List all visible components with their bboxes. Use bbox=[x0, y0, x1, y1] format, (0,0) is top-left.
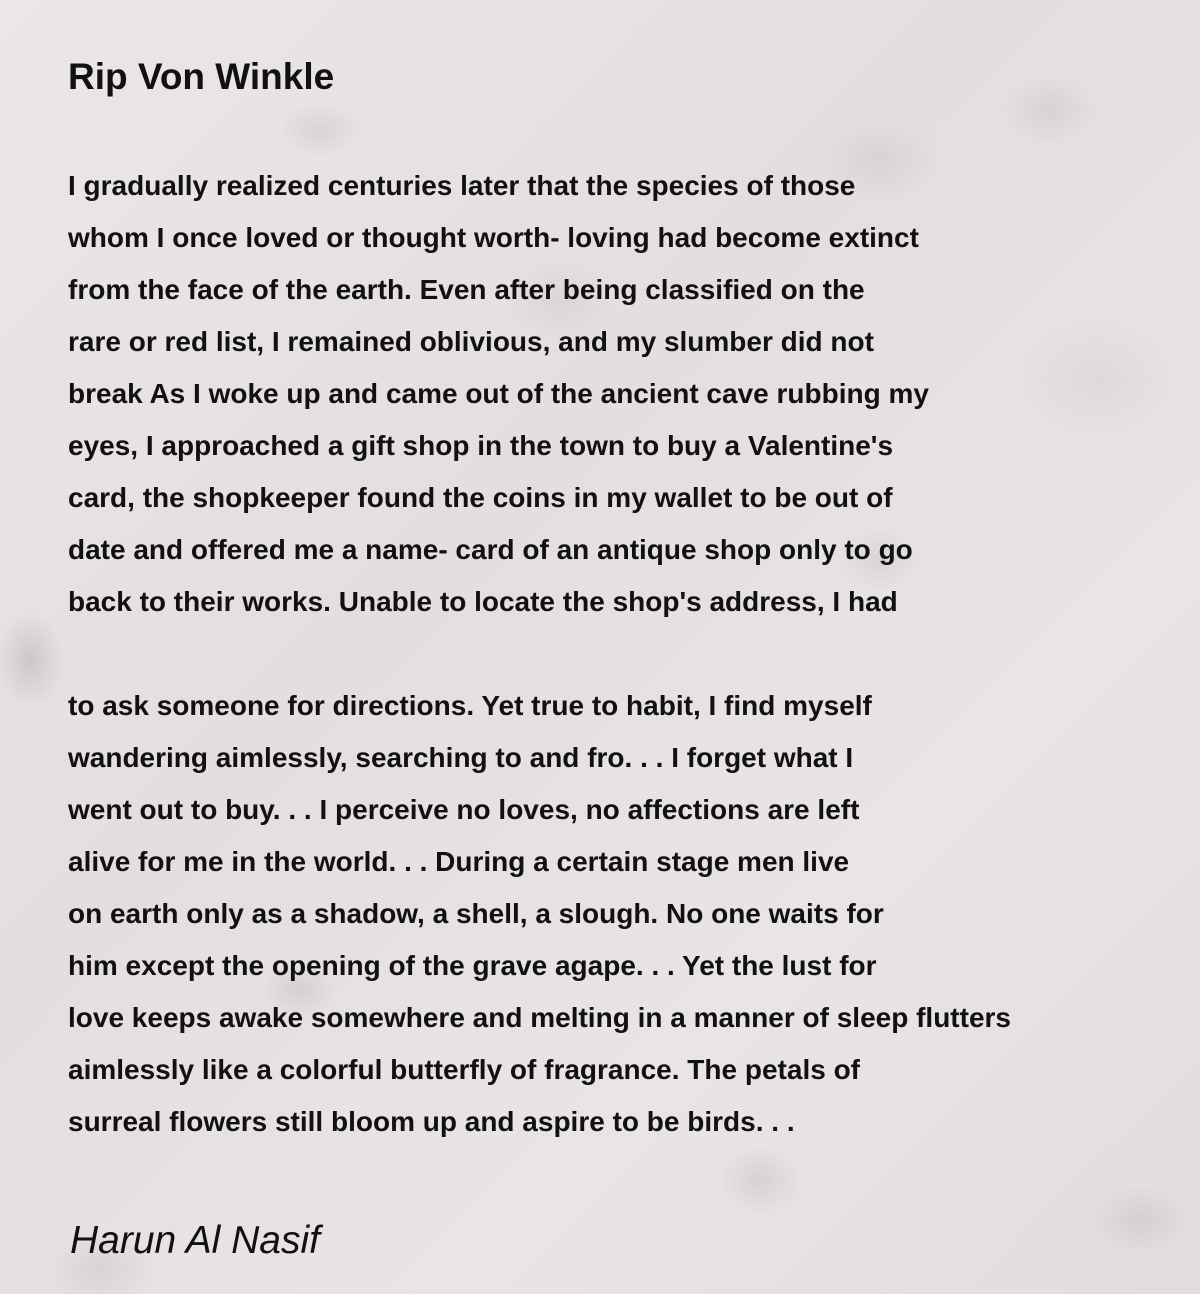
poem-line: date and offered me a name- card of an antique shop only to go bbox=[68, 534, 913, 565]
poem-line: love keeps awake somewhere and melting in a manner of sleep flutters bbox=[68, 1002, 1011, 1033]
poem-line: went out to buy. . . I perceive no loves, no affections are left bbox=[68, 794, 860, 825]
poem-line: card, the shopkeeper found the coins in my wallet to be out of bbox=[68, 482, 893, 513]
poem-line: on earth only as a shadow, a shell, a slough. No one waits for bbox=[68, 898, 884, 929]
poem-title: Rip Von Winkle bbox=[68, 56, 335, 97]
poem-line: wandering aimlessly, searching to and fro. . . I forget what I bbox=[68, 742, 854, 773]
stanza-1 bbox=[68, 160, 1178, 628]
poem-line: surreal flowers still bloom up and aspire to be birds. . . bbox=[68, 1106, 795, 1137]
poem-line: I gradually realized centuries later that the species of those bbox=[68, 170, 856, 201]
poem-author: Harun Al Nasif bbox=[70, 1219, 320, 1262]
poem-line: whom I once loved or thought worth- loving had become extinct bbox=[68, 222, 919, 253]
poem-line: him except the opening of the grave agape. . . Yet the lust for bbox=[68, 950, 877, 981]
poem-line: from the face of the earth. Even after being classified on the bbox=[68, 274, 865, 305]
poem-line: back to their works. Unable to locate the shop's address, I had bbox=[68, 586, 898, 617]
poem-line: to ask someone for directions. Yet true to habit, I find myself bbox=[68, 690, 872, 721]
poem-page bbox=[68, 52, 1178, 1266]
poem-line: rare or red list, I remained oblivious, and my slumber did not bbox=[68, 326, 874, 357]
poem-line: break As I woke up and came out of the ancient cave rubbing my bbox=[68, 378, 929, 409]
poem-line: aimlessly like a colorful butterfly of fragrance. The petals of bbox=[68, 1054, 860, 1085]
poem-line: eyes, I approached a gift shop in the town to buy a Valentine's bbox=[68, 430, 894, 461]
stanza-2 bbox=[68, 680, 1178, 1148]
poem-line: alive for me in the world. . . During a certain stage men live bbox=[68, 846, 850, 877]
